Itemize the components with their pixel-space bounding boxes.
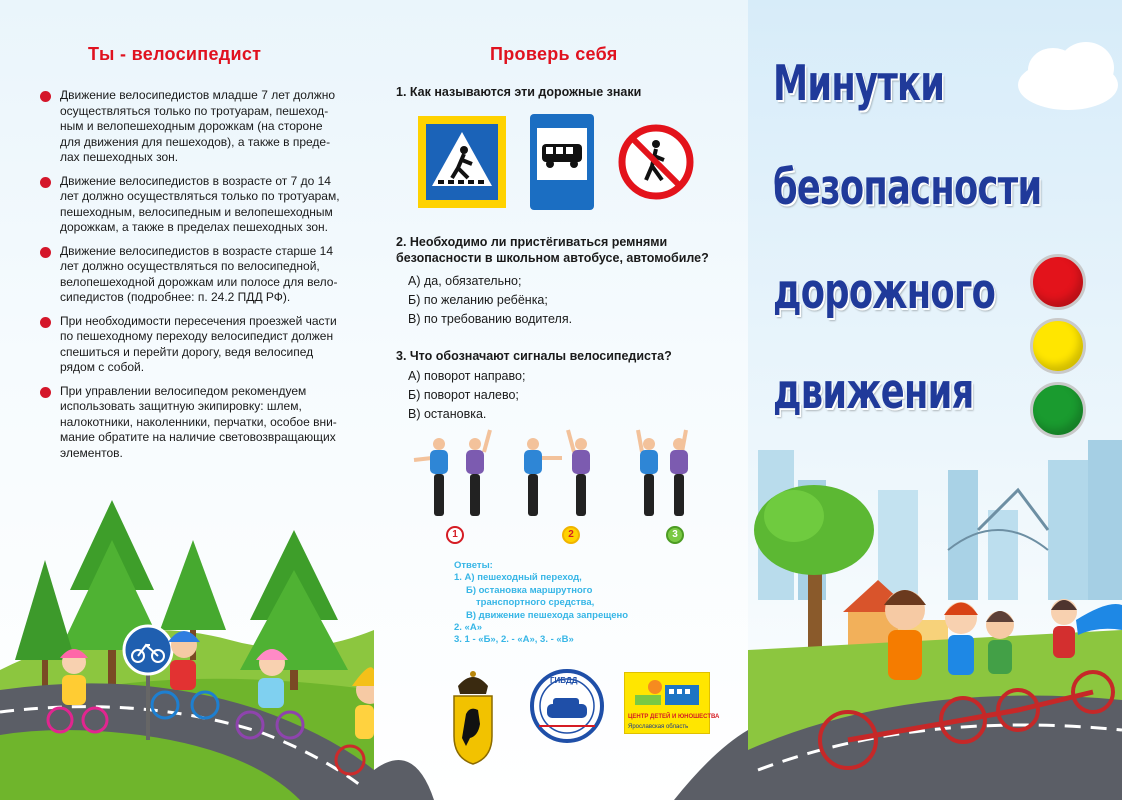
family-member-icon [944, 602, 978, 675]
cyclist-signal-icon [466, 430, 490, 516]
signal-number-2: 2 [562, 526, 580, 544]
list-item: Движение велосипедистов в возрасте старше 14 лет должно осуществляться по велосипедной, велопешеходной дорожкам или полосе для вело-сипедистов (подробнее: п. 24.2 ПДД РФ). [40, 244, 345, 306]
section-title-check-yourself: Проверь себя [490, 44, 618, 64]
family-member-icon [986, 611, 1014, 674]
list-item: Движение велосипедистов младше 7 лет должно осуществляться только по тротуарам, пешеход-ным и велопешеходным дорожкам (на стороне для движения для пешеходов), а также в преде-лах пешеходных зон. [40, 88, 345, 166]
question-3: 3. Что обозначают сигналы велосипедиста? [396, 349, 672, 363]
traffic-light-yellow-icon [1030, 318, 1086, 374]
traffic-light-red-icon [1030, 254, 1086, 310]
region-text: Ярославская область [628, 724, 689, 730]
bullet-dot-icon [40, 387, 51, 398]
pedestrian-crossing-sign-icon [418, 116, 506, 208]
main-title-line-3: дорожного [773, 263, 996, 320]
question-3-option-b: Б) поворот налево; [408, 388, 519, 402]
bus-stop-sign-icon [530, 114, 594, 210]
rules-list [40, 88, 345, 469]
cyclist-signal-icon [568, 430, 590, 516]
panel-right [748, 0, 1122, 800]
main-title-line-4: движения [773, 363, 974, 420]
youth-center-building-icon [625, 673, 709, 709]
family-member-icon [884, 590, 926, 680]
question-3-option-c: В) остановка. [408, 407, 487, 421]
bullet-dot-icon [40, 177, 51, 188]
main-title-line-2: безопасности [773, 159, 1042, 216]
cyclist-signal-icon [524, 438, 562, 516]
cyclist-signal-icon [670, 430, 688, 516]
gibdd-logo-text: ГИБДД [550, 676, 578, 685]
panel-left [0, 0, 374, 800]
question-1: 1. Как называются эти дорожные знаки [396, 85, 642, 99]
tree-icon [240, 530, 348, 690]
cyclist-signals-illustration [394, 428, 724, 528]
family-tandem-bike-illustration [748, 430, 1122, 800]
panel-middle [374, 0, 748, 800]
youth-center-text: ЦЕНТР ДЕТЕЙ И ЮНОШЕСТВА [628, 714, 720, 720]
bullet-dot-icon [40, 317, 51, 328]
list-item: При необходимости пересечения проезжей части по пешеходному переходу велосипедист должен спешиться и перейти дорогу, ведя велосипед рядом с собой. [40, 314, 345, 376]
question-3-option-a: А) поворот направо; [408, 369, 526, 383]
bullet-dot-icon [40, 91, 51, 102]
question-2-option-a: А) да, обязательно; [408, 274, 522, 288]
coat-of-arms-icon [448, 666, 498, 766]
kids-cycling-illustration [0, 500, 374, 800]
list-item: Движение велосипедистов в возрасте от 7 до 14 лет должно осуществляться только по тротуарам, пешеходным, велосипедным и велопешеходным дорожкам, а также в пределах пешеходных зон. [40, 174, 345, 236]
section-title-cyclist: Ты - велосипедист [88, 44, 262, 64]
main-title-line-1: Минутки [773, 55, 945, 112]
youth-center-logo [624, 672, 720, 734]
signal-number-3: 3 [666, 526, 684, 544]
cyclist-signal-icon [638, 430, 658, 516]
no-pedestrians-sign-icon [618, 124, 694, 200]
answers-block: Ответы: 1. А) пешеходный переход, Б) остановка маршрутного транспортного средства, В) движение пешехода запрещено 2. «А» 3. 1 - «Б», 2. - «А», 3. - «В» [454, 560, 629, 646]
bullet-dot-icon [40, 247, 51, 258]
question-2: 2. Необходимо ли пристёгиваться ремнями безопасности в школьном автобусе, автомобиле? [396, 235, 709, 265]
cyclist-signal-icon [414, 438, 448, 516]
question-2-option-b: Б) по желанию ребёнка; [408, 293, 548, 307]
signal-number-1: 1 [446, 526, 464, 544]
question-2-option-c: В) по требованию водителя. [408, 312, 573, 326]
list-item: При управлении велосипедом рекомендуем использовать защитную экипировку: шлем, налокотники, наколенники, перчатки, особое вни-мание обратите на наличие световозвращающих элементов. [40, 384, 345, 462]
cloud-icon [1008, 30, 1122, 120]
